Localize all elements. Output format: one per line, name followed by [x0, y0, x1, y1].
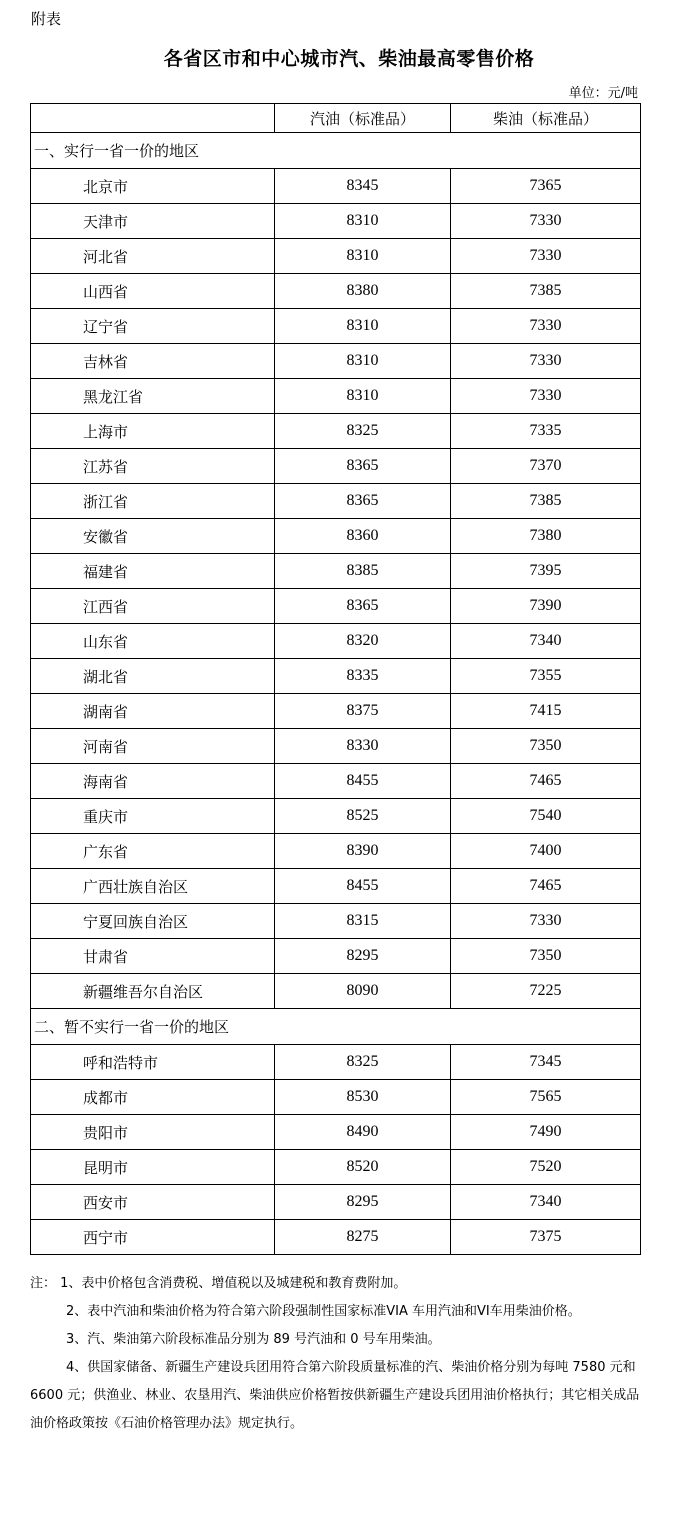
gasoline-price: 8345: [275, 169, 451, 204]
table-row: [31, 939, 641, 974]
diesel-price: 7330: [451, 344, 641, 379]
table-row: [31, 169, 641, 204]
diesel-price: 7355: [451, 659, 641, 694]
gasoline-price: 8380: [275, 274, 451, 309]
gasoline-price: 8315: [275, 904, 451, 939]
table-row: [31, 799, 641, 834]
diesel-price: 7330: [451, 904, 641, 939]
diesel-price: 7465: [451, 764, 641, 799]
table-row: [31, 519, 641, 554]
diesel-price: 7365: [451, 169, 641, 204]
diesel-price: 7400: [451, 834, 641, 869]
note-2: 2、表中汽油和柴油价格为符合第六阶段强制性国家标准VIA 车用汽油和VI车用柴油价格。: [66, 1304, 581, 1319]
section-row: [31, 133, 641, 169]
attachment-label: 附表: [31, 10, 62, 28]
diesel-price: 7340: [451, 1185, 641, 1220]
section-row: [31, 1009, 641, 1045]
table-row: [31, 204, 641, 239]
diesel-price: 7375: [451, 1220, 641, 1255]
table-row: [31, 309, 641, 344]
header-gasoline: 汽油（标准品）: [275, 104, 451, 133]
diesel-price: 7415: [451, 694, 641, 729]
diesel-price: 7335: [451, 414, 641, 449]
table-row: [31, 344, 641, 379]
table-row: [31, 624, 641, 659]
diesel-price: 7330: [451, 204, 641, 239]
table-row: [31, 1080, 641, 1115]
header-diesel: 柴油（标准品）: [451, 104, 641, 133]
note-4: 4、供国家储备、新疆生产建设兵团用符合第六阶段质量标准的汽、柴油价格分别为每吨 7580 元和 6600 元；供渔业、林业、农垦用汽、柴油供应价格暂按供新疆生产建设兵团用油价格执行；其它相关成品油价格政策按《石油价格管理办法》规定执行。: [30, 1360, 640, 1431]
table-row: [31, 554, 641, 589]
diesel-price: 7350: [451, 939, 641, 974]
diesel-price: 7225: [451, 974, 641, 1009]
diesel-price: 7390: [451, 589, 641, 624]
gasoline-price: 8365: [275, 484, 451, 519]
region-name: 湖南省: [31, 694, 275, 729]
region-name: 海南省: [31, 764, 275, 799]
table-row: [31, 764, 641, 799]
table-row: [31, 1150, 641, 1185]
region-name: 上海市: [31, 414, 275, 449]
gasoline-price: 8325: [275, 414, 451, 449]
page-title: 各省区市和中心城市汽、柴油最高零售价格: [163, 48, 535, 70]
gasoline-price: 8335: [275, 659, 451, 694]
region-name: 黑龙江省: [31, 379, 275, 414]
diesel-price: 7520: [451, 1150, 641, 1185]
gasoline-price: 8385: [275, 554, 451, 589]
diesel-price: 7490: [451, 1115, 641, 1150]
diesel-price: 7370: [451, 449, 641, 484]
section-label: 一、实行一省一价的地区: [31, 133, 641, 169]
region-name: 呼和浩特市: [31, 1045, 275, 1080]
header-row: [31, 104, 641, 133]
gasoline-price: 8310: [275, 344, 451, 379]
table-row: [31, 239, 641, 274]
gasoline-price: 8365: [275, 589, 451, 624]
diesel-price: 7540: [451, 799, 641, 834]
region-name: 宁夏回族自治区: [31, 904, 275, 939]
table-row: [31, 834, 641, 869]
region-name: 辽宁省: [31, 309, 275, 344]
region-name: 浙江省: [31, 484, 275, 519]
region-name: 福建省: [31, 554, 275, 589]
gasoline-price: 8310: [275, 239, 451, 274]
gasoline-price: 8090: [275, 974, 451, 1009]
diesel-price: 7330: [451, 309, 641, 344]
region-name: 新疆维吾尔自治区: [31, 974, 275, 1009]
region-name: 山东省: [31, 624, 275, 659]
note-1: 注： 1、表中价格包含消费税、增值税以及城建税和教育费附加。: [30, 1276, 407, 1291]
gasoline-price: 8295: [275, 939, 451, 974]
region-name: 广西壮族自治区: [31, 869, 275, 904]
gasoline-price: 8520: [275, 1150, 451, 1185]
unit-label: 单位：元/吨: [568, 86, 638, 101]
diesel-price: 7395: [451, 554, 641, 589]
region-name: 河南省: [31, 729, 275, 764]
region-name: 成都市: [31, 1080, 275, 1115]
gasoline-price: 8360: [275, 519, 451, 554]
gasoline-price: 8320: [275, 624, 451, 659]
gasoline-price: 8295: [275, 1185, 451, 1220]
gasoline-price: 8310: [275, 379, 451, 414]
region-name: 江苏省: [31, 449, 275, 484]
gasoline-price: 8310: [275, 309, 451, 344]
table-row: [31, 1220, 641, 1255]
table-row: [31, 974, 641, 1009]
diesel-price: 7565: [451, 1080, 641, 1115]
gasoline-price: 8455: [275, 764, 451, 799]
gasoline-price: 8530: [275, 1080, 451, 1115]
gasoline-price: 8325: [275, 1045, 451, 1080]
gasoline-price: 8275: [275, 1220, 451, 1255]
diesel-price: 7330: [451, 239, 641, 274]
diesel-price: 7385: [451, 484, 641, 519]
region-name: 吉林省: [31, 344, 275, 379]
table-row: [31, 1045, 641, 1080]
table-row: [31, 869, 641, 904]
gasoline-price: 8365: [275, 449, 451, 484]
table-row: [31, 484, 641, 519]
gasoline-price: 8490: [275, 1115, 451, 1150]
table-row: [31, 274, 641, 309]
region-name: 山西省: [31, 274, 275, 309]
region-name: 湖北省: [31, 659, 275, 694]
diesel-price: 7350: [451, 729, 641, 764]
diesel-price: 7330: [451, 379, 641, 414]
region-name: 安徽省: [31, 519, 275, 554]
table-row: [31, 1185, 641, 1220]
table-row: [31, 379, 641, 414]
table-row: [31, 589, 641, 624]
gasoline-price: 8525: [275, 799, 451, 834]
price-table: [30, 103, 641, 1255]
table-row: [31, 414, 641, 449]
table-row: [31, 659, 641, 694]
gasoline-price: 8330: [275, 729, 451, 764]
diesel-price: 7345: [451, 1045, 641, 1080]
gasoline-price: 8455: [275, 869, 451, 904]
region-name: 昆明市: [31, 1150, 275, 1185]
table-row: [31, 904, 641, 939]
diesel-price: 7385: [451, 274, 641, 309]
region-name: 天津市: [31, 204, 275, 239]
table-row: [31, 694, 641, 729]
region-name: 西宁市: [31, 1220, 275, 1255]
diesel-price: 7465: [451, 869, 641, 904]
table-row: [31, 1115, 641, 1150]
gasoline-price: 8390: [275, 834, 451, 869]
region-name: 西安市: [31, 1185, 275, 1220]
diesel-price: 7380: [451, 519, 641, 554]
region-name: 江西省: [31, 589, 275, 624]
gasoline-price: 8310: [275, 204, 451, 239]
section-label: 二、暂不实行一省一价的地区: [31, 1009, 641, 1045]
region-name: 甘肃省: [31, 939, 275, 974]
header-region: [31, 104, 275, 133]
gasoline-price: 8375: [275, 694, 451, 729]
diesel-price: 7340: [451, 624, 641, 659]
region-name: 河北省: [31, 239, 275, 274]
table-row: [31, 729, 641, 764]
region-name: 贵阳市: [31, 1115, 275, 1150]
region-name: 北京市: [31, 169, 275, 204]
region-name: 广东省: [31, 834, 275, 869]
table-row: [31, 449, 641, 484]
note-3: 3、汽、柴油第六阶段标准品分别为 89 号汽油和 0 号车用柴油。: [66, 1332, 441, 1347]
notes: [30, 1270, 642, 1438]
region-name: 重庆市: [31, 799, 275, 834]
